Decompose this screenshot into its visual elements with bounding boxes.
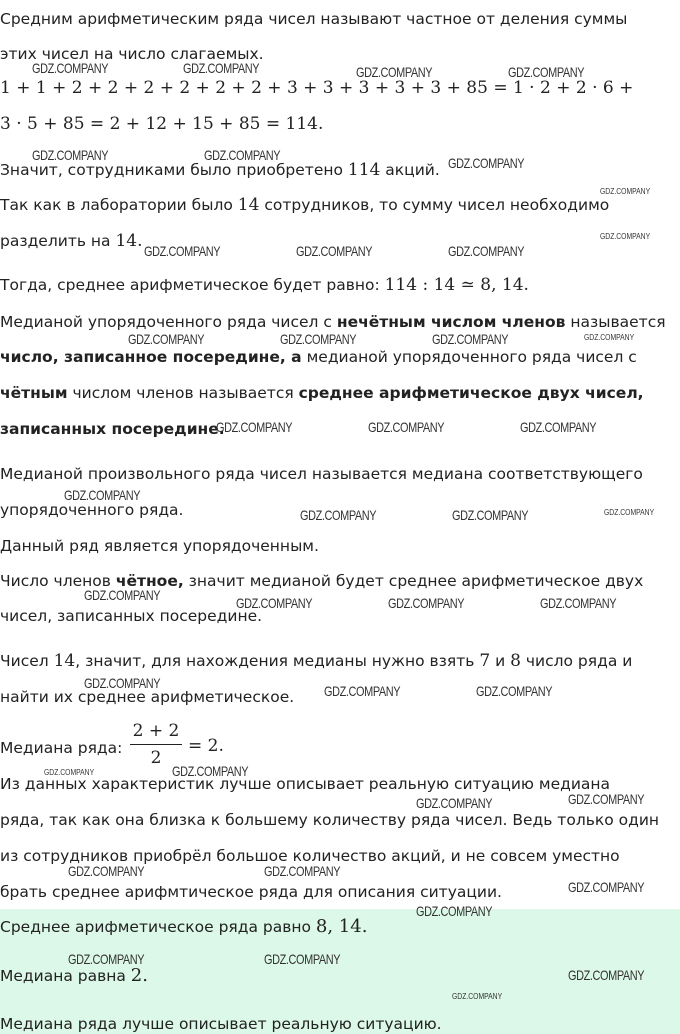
watermark: GDZ.COMPANY bbox=[296, 243, 373, 259]
watermark: GDZ.COMPANY bbox=[432, 331, 509, 347]
text-line: Число членов чётное, значит медианой будет среднее арифметическое двух bbox=[0, 572, 644, 590]
watermark: GDZ.COMPANY bbox=[416, 903, 493, 919]
watermark: GDZ.COMPANY bbox=[452, 507, 529, 523]
watermark: GDZ.COMPANY bbox=[540, 595, 617, 611]
watermark: GDZ.COMPANY bbox=[32, 147, 109, 163]
text-line: Медиана ряда: bbox=[0, 739, 123, 757]
fraction-denominator: 2 bbox=[150, 748, 162, 768]
watermark: GDZ.COMPANY bbox=[584, 333, 635, 342]
text-line: Тогда, среднее арифметическое будет равно: 114 : 14 ≃ 8, 14. bbox=[0, 275, 529, 295]
watermark: GDZ.COMPANY bbox=[568, 967, 645, 983]
watermark: GDZ.COMPANY bbox=[128, 331, 205, 347]
watermark: GDZ.COMPANY bbox=[448, 155, 525, 171]
text-line: этих чисел на число слагаемых. bbox=[0, 45, 264, 63]
text-line: Чисел 14, значит, для нахождения медианы нужно взять 7 и 8 число ряда и bbox=[0, 651, 633, 671]
text-line: Медианой произвольного ряда чисел называется медиана соответствующего bbox=[0, 465, 643, 483]
text-line: брать среднее арифмтическое ряда для описания ситуации. bbox=[0, 883, 502, 901]
text-line: Медианой упорядоченного ряда чисел с нечётным числом членов называется bbox=[0, 313, 666, 331]
equation-line: 1 + 1 + 2 + 2 + 2 + 2 + 2 + 2 + 3 + 3 + 3 + 3 + 3 + 85 = 1 · 2 + 2 · 6 + bbox=[0, 78, 634, 98]
answer-line: Медиана равна 2. bbox=[0, 965, 148, 986]
watermark: GDZ.COMPANY bbox=[64, 487, 141, 503]
watermark: GDZ.COMPANY bbox=[264, 951, 341, 967]
watermark: GDZ.COMPANY bbox=[144, 243, 221, 259]
watermark: GDZ.COMPANY bbox=[520, 419, 597, 435]
text-line: чисел, записанных посередине. bbox=[0, 607, 263, 625]
text-line: чётным числом членов называется среднее арифметическое двух чисел, bbox=[0, 384, 644, 402]
text-line: число, записанное посередине, а медианой упорядоченного ряда чисел с bbox=[0, 348, 637, 366]
text-line: Из данных характеристик лучше описывает реальную ситуацию медиана bbox=[0, 775, 611, 793]
watermark: GDZ.COMPANY bbox=[324, 683, 401, 699]
text-line: найти их среднее арифметическое. bbox=[0, 688, 295, 706]
watermark: GDZ.COMPANY bbox=[600, 232, 651, 241]
text-line: из сотрудников приобрёл большое количество акций, и не совсем уместно bbox=[0, 847, 620, 865]
watermark: GDZ.COMPANY bbox=[300, 507, 377, 523]
text-line: Средним арифметическим ряда чисел называют частное от деления суммы bbox=[0, 10, 628, 28]
fraction bbox=[130, 720, 182, 769]
answer-line: Медиана ряда лучше описывает реальную ситуацию. bbox=[0, 1015, 442, 1033]
text-line: Так как в лаборатории было 14 сотрудников, то сумму чисел необходимо bbox=[0, 195, 610, 215]
watermark: GDZ.COMPANY bbox=[416, 795, 493, 811]
watermark: GDZ.COMPANY bbox=[368, 419, 445, 435]
text-line: Данный ряд является упорядоченным. bbox=[0, 537, 319, 555]
watermark: GDZ.COMPANY bbox=[84, 675, 161, 691]
watermark: GDZ.COMPANY bbox=[84, 587, 161, 603]
text-line: Значит, сотрудниками было приобретено 114 акций. bbox=[0, 160, 440, 180]
watermark: GDZ.COMPANY bbox=[264, 863, 341, 879]
watermark: GDZ.COMPANY bbox=[68, 863, 145, 879]
watermark: GDZ.COMPANY bbox=[204, 147, 281, 163]
equation-line: 3 · 5 + 85 = 2 + 12 + 15 + 85 = 114. bbox=[0, 114, 324, 134]
watermark: GDZ.COMPANY bbox=[183, 60, 260, 76]
watermark: GDZ.COMPANY bbox=[236, 595, 313, 611]
fraction-numerator: 2 + 2 bbox=[132, 721, 180, 741]
equation-result: = 2. bbox=[188, 736, 224, 756]
fraction-bar bbox=[130, 744, 182, 745]
watermark: GDZ.COMPANY bbox=[568, 791, 645, 807]
watermark: GDZ.COMPANY bbox=[604, 508, 655, 517]
watermark: GDZ.COMPANY bbox=[32, 60, 109, 76]
watermark: GDZ.COMPANY bbox=[356, 64, 433, 80]
watermark: GDZ.COMPANY bbox=[172, 763, 249, 779]
watermark: GDZ.COMPANY bbox=[44, 768, 95, 777]
text-line: записанных посередине. bbox=[0, 420, 225, 438]
text-line: ряда, так как она близка к большему количеству ряда чисел. Ведь только один bbox=[0, 811, 660, 829]
watermark: GDZ.COMPANY bbox=[388, 595, 465, 611]
answer-line: Среднее арифметическое ряда равно 8, 14. bbox=[0, 916, 368, 937]
watermark: GDZ.COMPANY bbox=[452, 992, 503, 1001]
watermark: GDZ.COMPANY bbox=[448, 243, 525, 259]
watermark: GDZ.COMPANY bbox=[476, 683, 553, 699]
watermark: GDZ.COMPANY bbox=[600, 187, 651, 196]
text-line: упорядоченного ряда. bbox=[0, 501, 184, 519]
watermark: GDZ.COMPANY bbox=[68, 951, 145, 967]
text-line: разделить на 14. bbox=[0, 231, 143, 251]
watermark: GDZ.COMPANY bbox=[508, 64, 585, 80]
watermark: GDZ.COMPANY bbox=[280, 331, 357, 347]
watermark: GDZ.COMPANY bbox=[216, 419, 293, 435]
watermark: GDZ.COMPANY bbox=[568, 879, 645, 895]
